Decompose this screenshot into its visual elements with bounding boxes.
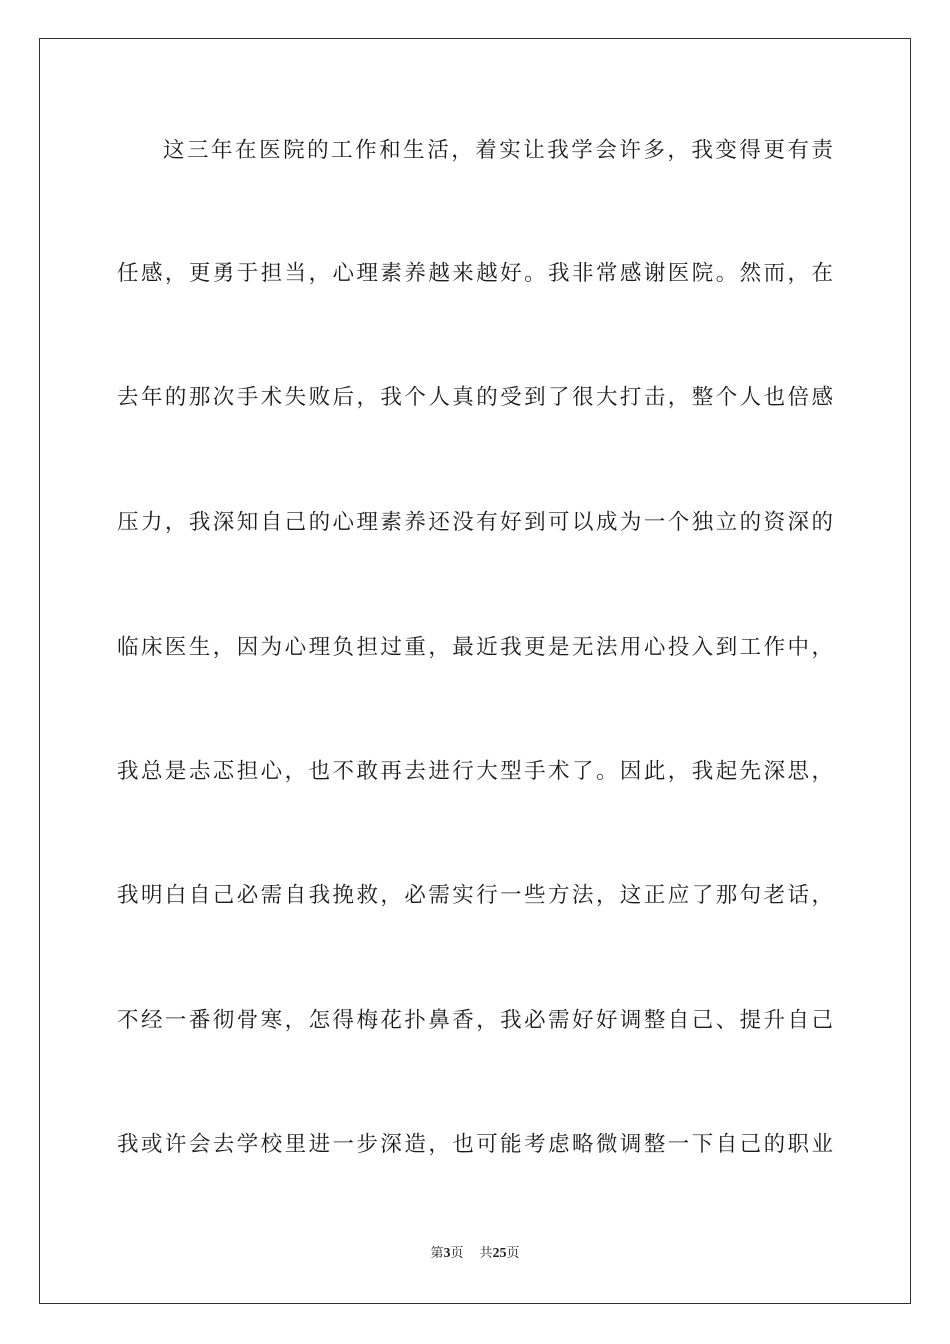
text-line-7: 我明白自己必需自我挽救，必需实行一些方法，这正应了那句老话， xyxy=(117,883,833,908)
total-pages: 25 xyxy=(492,1246,507,1261)
page-prefix: 第 xyxy=(430,1246,444,1261)
text-line-3: 去年的那次手术失败后，我个人真的受到了很大打击，整个人也倍感 xyxy=(117,385,833,410)
total-prefix: 共 xyxy=(479,1246,493,1261)
page-footer xyxy=(0,1244,950,1264)
page-number: 3 xyxy=(443,1246,451,1261)
text-line-5: 临床医生，因为心理负担过重，最近我更是无法用心投入到工作中， xyxy=(117,635,833,660)
page-border xyxy=(39,38,911,1304)
text-line-6: 我总是忐忑担心，也不敢再去进行大型手术了。因此，我起先深思， xyxy=(117,759,833,784)
text-line-1: 这三年在医院的工作和生活，着实让我学会许多，我变得更有责 xyxy=(163,138,833,163)
text-line-4: 压力，我深知自己的心理素养还没有好到可以成为一个独立的资深的 xyxy=(117,510,833,535)
page-suffix: 页 xyxy=(450,1246,464,1261)
text-line-9: 我或许会去学校里进一步深造，也可能考虑略微调整一下自己的职业 xyxy=(117,1132,833,1157)
text-line-2: 任感，更勇于担当，心理素养越来越好。我非常感谢医院。然而，在 xyxy=(117,261,833,286)
total-suffix: 页 xyxy=(506,1246,520,1261)
text-line-8: 不经一番彻骨寒，怎得梅花扑鼻香，我必需好好调整自己、提升自己 xyxy=(117,1008,833,1033)
